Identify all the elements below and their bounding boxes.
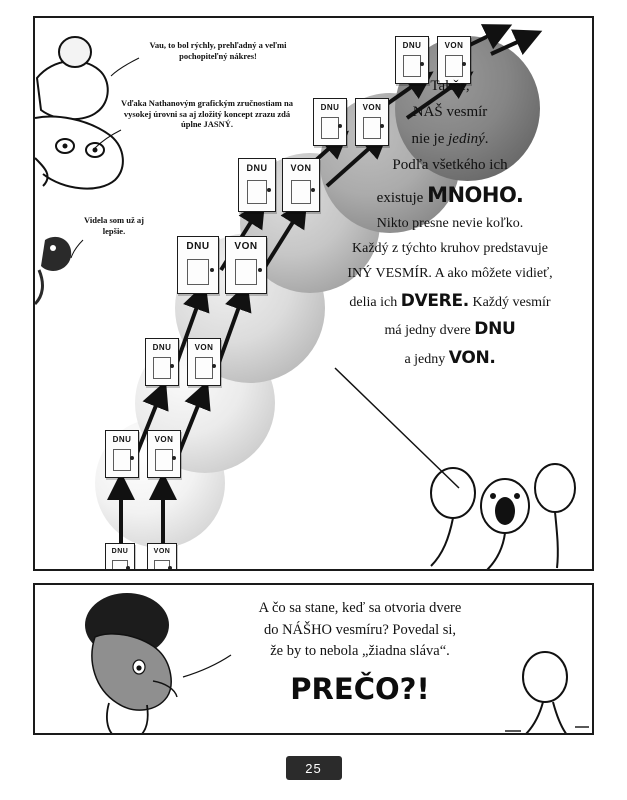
door-knob-icon <box>130 456 134 460</box>
door-label: VON <box>154 435 174 444</box>
narration-shout-dvere: DVERE. <box>400 290 469 311</box>
door-label: VON <box>290 163 312 173</box>
door-out <box>187 338 221 386</box>
narration-line-4: Podľa všetkého ich <box>392 156 508 173</box>
door-knob-icon <box>210 268 214 272</box>
door-knob-icon <box>420 62 424 66</box>
door-label: DNU <box>402 41 422 50</box>
narration-block <box>315 78 585 377</box>
door-pane <box>154 560 170 571</box>
callout-text-2: Vďaka Nathanovým grafickým zručnostiam na vysokej úrovni sa aj zložitý koncept zrazu zdá úplne JASNÝ. <box>121 98 293 130</box>
narration-text: nie je <box>411 130 449 147</box>
door-label: DNU <box>112 435 132 444</box>
narration-emphasis: jediný <box>448 130 485 147</box>
callout-text-1: Vau, to bol rýchly, prehľadný a veľmi pochopiteľný nákres! <box>149 40 287 61</box>
narration-line-8: INÝ VESMÍR. A ako môžete vidieť, <box>347 266 553 282</box>
door-knob-icon <box>172 456 176 460</box>
narration-line-10 <box>315 320 585 340</box>
door-pane <box>112 560 128 571</box>
door-label: DNU <box>152 343 172 352</box>
narration-period: . <box>484 130 489 147</box>
narration-line-5 <box>315 183 585 207</box>
door-label: DNU <box>186 241 210 252</box>
door-pane <box>403 55 421 76</box>
bottom-line-3: že by to nebola „žiadna sláva“. <box>270 643 450 660</box>
narration-text: delia ich <box>349 294 401 310</box>
door-in <box>395 36 429 84</box>
narration-text: existuje <box>376 190 428 206</box>
door-label: DNU <box>246 163 268 173</box>
bottom-line-1: A čo sa stane, keď sa otvoria dvere <box>258 600 462 616</box>
comic-panel-bottom <box>33 583 594 735</box>
door-pane <box>235 259 257 285</box>
door-knob-icon <box>168 566 172 570</box>
door-pane <box>113 449 131 470</box>
door-knob-icon <box>126 566 130 570</box>
door-out <box>437 36 471 84</box>
door-out <box>147 430 181 478</box>
door-label: VON <box>153 548 171 555</box>
door-label: VON <box>194 343 214 352</box>
door-label: VON <box>362 103 382 112</box>
door-in <box>145 338 179 386</box>
door-label: DNU <box>320 103 340 112</box>
door-label: DNU <box>111 548 129 555</box>
door-pane <box>195 357 213 378</box>
door-knob-icon <box>258 268 262 272</box>
narration-line-6: Nikto presne nevie koľko. <box>376 216 524 232</box>
narration-line-11 <box>315 349 585 369</box>
bottom-shout-text: PREČO?! <box>290 671 430 706</box>
narration-line-7: Každý z týchto kruhov predstavuje <box>352 241 548 257</box>
door-pane <box>445 55 463 76</box>
door-label: VON <box>234 241 258 252</box>
narration-shout-dnu: DNU <box>474 319 516 340</box>
bottom-line-2: do NÁŠHO vesmíru? Povedal si, <box>263 621 457 638</box>
door-out <box>225 236 267 294</box>
door-pane <box>153 357 171 378</box>
page-number-badge: 25 <box>286 756 342 780</box>
door-in <box>105 543 135 571</box>
door-knob-icon <box>267 188 271 192</box>
narration-line-2: NÁŠ vesmír <box>412 104 488 121</box>
narration-text: a jedny <box>404 351 449 367</box>
door-pane <box>291 180 311 204</box>
narration-line-1: Takže, <box>430 78 470 94</box>
door-knob-icon <box>212 364 216 368</box>
door-label: VON <box>444 41 464 50</box>
narration-text: Každý vesmír <box>468 294 551 310</box>
door-out <box>147 543 177 571</box>
narration-line-9 <box>315 292 585 312</box>
narration-shout-von: VON. <box>448 347 496 368</box>
callout-text-3: Videla som už aj lepšie. <box>84 215 144 236</box>
comic-panel-top <box>33 16 594 571</box>
door-knob-icon <box>462 62 466 66</box>
door-pane <box>247 180 267 204</box>
narration-text: má jedny dvere <box>384 323 475 339</box>
door-pane <box>187 259 209 285</box>
door-in <box>177 236 219 294</box>
door-in <box>238 158 276 212</box>
bottom-narration-block <box>210 599 510 706</box>
narration-line-3 <box>315 131 585 148</box>
door-knob-icon <box>170 364 174 368</box>
narration-shout-mnoho: MNOHO. <box>427 183 524 207</box>
door-in <box>105 430 139 478</box>
door-pane <box>155 449 173 470</box>
